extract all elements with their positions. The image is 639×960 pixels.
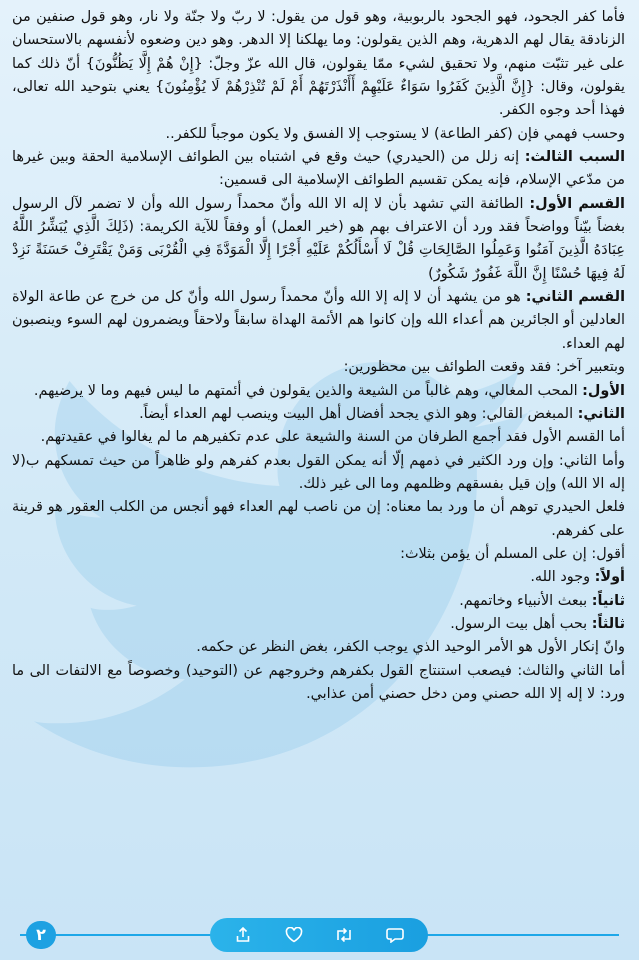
paragraph [12, 193, 625, 286]
paragraph [12, 123, 625, 146]
paragraph [12, 496, 625, 543]
text-segment: فلعل الحيدري توهم أن ما ورد بما معناه: إن من ناصب لهم العداء فهو أنجس من الكلب العقور هو قرينة على كفرهم. [12, 499, 625, 539]
text-segment: فأما كفر الجحود، فهو الجحود بالربوبية، وهو قول من يقول: لا ربّ ولا جنّة ولا نار، وهو قول صنفين من الزنادقة يقال لهم الدهرية، وهم الذين يقولون: وما يهلكنا إلا الدهر. وهو دين وضعوه لأنفسهم بالاستحسان على غير تثبّت منهم، ولا تحقيق لشيء ممّا يقولون، قال الله عزّ وجلّ: [12, 9, 625, 72]
quran-quote: {إِنَّ الَّذِينَ كَفَرُوا سَوَاءٌ عَلَيْهِمْ أَأَنْذَرْتَهُمْ أَمْ لَمْ تُنْذِرْهُمْ لَا يُؤْمِنُونَ} [155, 79, 535, 96]
quran-quote: (ذَلِكَ الَّذِي يُبَشِّرُ اللَّهُ عِبَادَهُ الَّذِينَ آمَنُوا وَعَمِلُوا الصَّالِحَاتِ قُلْ لَا أَسْأَلُكُمْ عَلَيْهِ أَجْرًا إِلَّا الْمَوَدَّةَ فِي الْقُرْبَى وَمَنْ يَقْتَرِفْ حَسَنَةً نَزِدْ لَهُ فِيهَا حُسْنًا إِنَّ اللَّهَ غَفُورٌ شَكُورٌ) [12, 219, 625, 282]
text-segment: أنّ ذلك كما يقولون، وقال: [12, 55, 625, 96]
paragraph [12, 613, 625, 636]
paragraph [12, 636, 625, 659]
social-action-bar [210, 918, 428, 952]
paragraph [12, 356, 625, 379]
paragraph [12, 660, 625, 707]
text-segment: إنه زلل من (الحيدري) حيث وقع في اشتباه بين الطوائف الإسلامية الحقة وبين غيرها من مدّعي الإسلام، فإنه يمكن تقسيم الطوائف الإسلامية الى قسمين: [12, 149, 625, 189]
text-segment: المحب المغالي، وهم غالباً من الشيعة والذين يقولون في أئمتهم ما ليس فيهم وما لا يرضيهم. [33, 382, 583, 399]
text-segment: ببعث الأنبياء وخاتمهم. [459, 592, 592, 609]
paragraph [12, 286, 625, 356]
text-segment: هو من يشهد أن لا إله إلا الله وأنّ محمداً رسول الله وأنّ كل من خرج عن طاعة الولاة العادلين أو الجائرين هم أعداء الله وإن كانوا هم الأئمة الهداة سابقاً ولاحقاً ويضمرون لهم السوء وينصبون لهم العداء. [12, 289, 625, 352]
text-segment: أما القسم الأول فقد أجمع الطرفان من السنة والشيعة على عدم تكفيرهم ما لم يغالوا في عقيدتهم. [40, 429, 625, 446]
paragraph [12, 590, 625, 613]
paragraph [12, 543, 625, 566]
footer [0, 908, 639, 960]
section-heading: القسم الأول: [529, 195, 625, 212]
paragraph [12, 450, 625, 497]
paragraph [12, 380, 625, 403]
paragraph [12, 146, 625, 193]
section-heading: ثالثاً: [591, 615, 625, 632]
quran-quote: {إِنْ هُمْ إِلَّا يَظُنُّونَ} [85, 55, 203, 72]
text-segment: وانّ إنكار الأول هو الأمر الوحيد الذي يوجب الكفر، بغض النظر عن حكمه. [196, 639, 625, 656]
text-segment: وحسب فهمي فإن (كفر الطاعة) لا يستوجب إلا الفسق ولا يكون موجباً للكفر.. [165, 125, 625, 142]
section-heading: أولاً: [594, 569, 625, 586]
text-segment: الطائفة التي تشهد بأن لا إله الا الله وأنّ محمداً رسول الله وأن لا تضمر لآل الرسول بغضاً بيّناً وواضحاً فقد ورد أن الاعتراف بهم هو (خير العمل) أو وفقاً للآية الكريمة: [12, 195, 625, 236]
paragraph [12, 566, 625, 589]
text-segment: يعني بتوحيد الله تعالى، فهذا أحد وجوه الكفر. [12, 79, 625, 119]
article-text [12, 6, 625, 706]
retweet-icon[interactable] [332, 923, 356, 947]
section-heading: القسم الثاني: [525, 289, 626, 306]
text-segment: المبغض القالي: وهو الذي يجحد أفضال أهل البيت وينصب لهم العداء أيضاً. [139, 405, 578, 422]
text-segment: أما الثاني والثالث: فيصعب استنتاج القول بكفرهم وخروجهم عن (التوحيد) وخصوصاً مع الالتفات الى ما ورد: لا إله إلا الله حصني ومن دخل حصني أمن عذابي. [12, 662, 625, 702]
share-icon[interactable] [231, 923, 255, 947]
paragraph [12, 403, 625, 426]
text-segment: وجود الله. [530, 569, 595, 586]
text-segment: أقول: إن على المسلم أن يؤمن بثلاث: [400, 545, 625, 562]
text-segment: وبتعبير آخر: فقد وقعت الطوائف بين محظورين: [343, 359, 625, 376]
heart-icon[interactable] [282, 923, 306, 947]
section-heading: الثاني: [577, 405, 625, 422]
text-segment: بحب أهل بيت الرسول. [450, 615, 592, 632]
section-heading: الأول: [582, 382, 625, 399]
section-heading: ثانياً: [591, 592, 625, 609]
section-heading: السبب الثالث: [524, 149, 625, 166]
text-segment: وأما الثاني: وإن ورد الكثير في ذمهم إلّا أنه يمكن القول بعدم كفرهم ولو ظاهراً من حيث تمسكهم ب(لا إله الا الله) وإن قيل بفسقهم وظلمهم وما الى غير ذلك. [12, 452, 625, 492]
page-number: ٢ [26, 921, 56, 949]
reply-icon[interactable] [383, 923, 407, 947]
paragraph [12, 6, 625, 123]
paragraph [12, 426, 625, 449]
